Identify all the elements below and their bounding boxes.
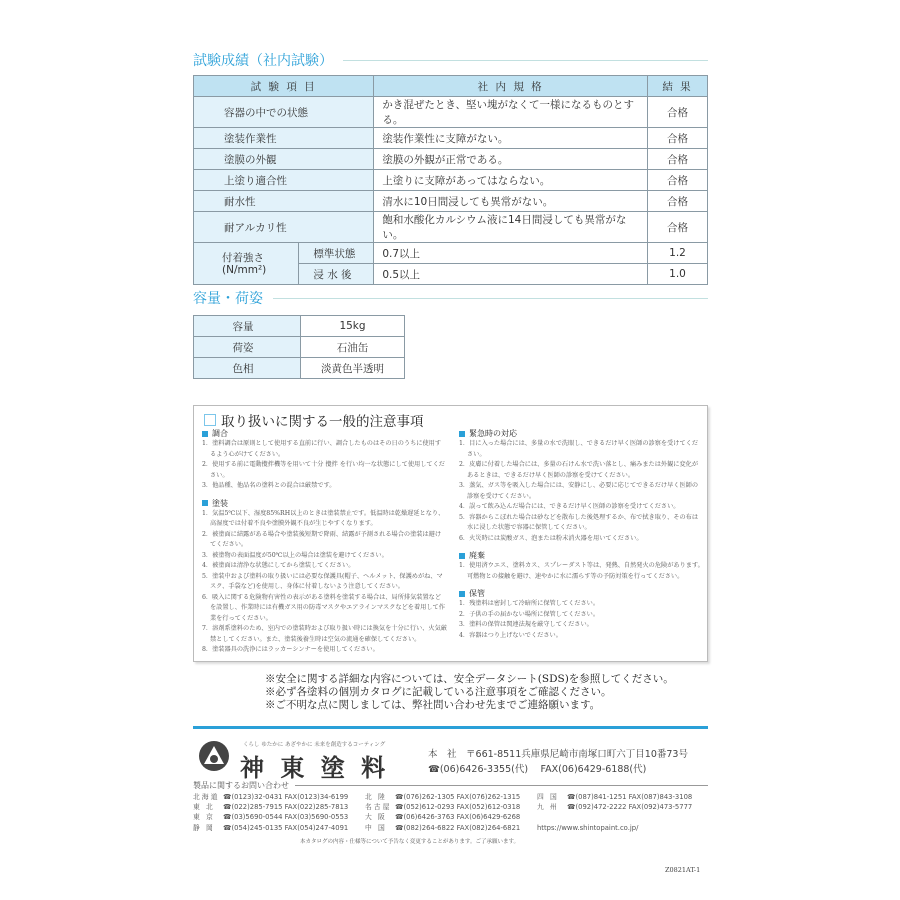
spec: 塗膜の外観が正常である。 bbox=[374, 149, 648, 170]
table-row bbox=[194, 212, 708, 243]
note-item: 1．使用済ウエス、塗料カス、スプレーダスト等は、発熱、自然発火の危険があります。可燃物との接触を避け、速やかに水に濡らす等の予防対策を行ってください。 bbox=[459, 562, 704, 580]
hq-address: 〒661-8511兵庫県尼崎市南塚口町六丁目10番73号 bbox=[466, 749, 688, 760]
item: 付着強さ bbox=[222, 251, 264, 264]
group-title: 調合 bbox=[212, 429, 228, 438]
label: 荷姿 bbox=[194, 337, 301, 358]
spec: 上塗りに支障があってはならない。 bbox=[374, 170, 648, 191]
region: 中 国 bbox=[365, 823, 387, 832]
value: 淡黄色半透明 bbox=[301, 358, 405, 379]
contact-entry bbox=[365, 792, 537, 802]
note-item: 6．火災時には炭酸ガス、泡または粉末消火器を用いてください。 bbox=[459, 534, 643, 542]
group-title: 緊急時の対応 bbox=[469, 429, 517, 438]
hq-label: 本 社 bbox=[428, 749, 457, 760]
notes-group-heading bbox=[459, 588, 704, 599]
result: 1.2 bbox=[648, 243, 708, 264]
spec: 0.5以上 bbox=[374, 264, 648, 285]
safety-note: ※ご不明な点に関しましては、弊社問い合わせ先までご連絡願います。 bbox=[265, 699, 601, 711]
square-bullet-icon bbox=[202, 431, 208, 437]
catalog-code: Z0821AT-1 bbox=[665, 866, 701, 874]
contact-entry bbox=[537, 802, 709, 812]
spec: 飽和水酸化カルシウム液に14日間浸しても異常がない。 bbox=[374, 212, 648, 243]
region: 名古屋 bbox=[365, 803, 392, 812]
item: 塗膜の外観 bbox=[194, 149, 374, 170]
safety-note: ※安全に関する詳細な内容については、安全データシート(SDS)を参照してください。 bbox=[265, 673, 674, 685]
note-item: 6．吸入に関する危険物有害性の表示がある塗料を塗装する場合は、局所排気装置などを設置し、作業時には有機ガス用の防毒マスクやエアラインマスクなどを着用して作業を行ってください。 bbox=[202, 593, 445, 622]
notes-group-heading bbox=[202, 428, 447, 439]
section-title: 試験成績（社内試験） bbox=[193, 53, 333, 69]
item: 耐アルカリ性 bbox=[194, 212, 374, 243]
test-results-heading bbox=[193, 50, 708, 70]
spec: 清水に10日間浸しても異常がない。 bbox=[374, 191, 648, 212]
result: 合格 bbox=[648, 97, 708, 128]
region: 静 岡 bbox=[193, 823, 215, 832]
hq-phone: ☎(06)6426-3355(代) FAX(06)6429-6188(代) bbox=[428, 764, 647, 775]
table-row bbox=[194, 97, 708, 128]
notes-title bbox=[204, 410, 424, 430]
capacity-heading bbox=[193, 288, 708, 308]
notes-group bbox=[202, 428, 447, 492]
contacts-row bbox=[193, 812, 709, 822]
sub-item: 標準状態 bbox=[299, 243, 374, 264]
note-item: 2．皮膚に付着した場合には、多量の石けん水で洗い落とし、痛みまたは外観に変化があるときは、できるだけ早く医師の診察を受けてください。 bbox=[459, 461, 699, 479]
notes-group bbox=[459, 588, 704, 641]
contacts-row bbox=[193, 802, 709, 812]
spec: 0.7以上 bbox=[374, 243, 648, 264]
label: 色相 bbox=[194, 358, 301, 379]
notes-group bbox=[459, 428, 704, 544]
note-item: 1．残塗料は密封して冷暗所に保管してください。 bbox=[459, 600, 600, 607]
note-item: 1．目に入った場合には、多量の水で洗眼し、できるだけ早く医師の診察を受けてください。 bbox=[459, 440, 699, 458]
phone-fax: ☎(022)285-7915 FAX(022)285-7813 bbox=[223, 803, 349, 812]
note-item: 5．塗装中および塗料の取り扱いには必要な保護具(帽子、ヘルメット、保護めがね、マスク、手袋など)を使用し、身体に付着しないよう注意してください。 bbox=[202, 572, 443, 590]
header-result: 結 果 bbox=[648, 76, 708, 97]
section-title: 容量・荷姿 bbox=[193, 291, 263, 307]
handling-notes bbox=[193, 405, 708, 662]
note-item: 2．被塗面に結露がある場合や塗装後短期で降雨、結露が予測される場合の塗装は避けてください。 bbox=[202, 530, 442, 548]
table-row bbox=[194, 149, 708, 170]
result: 合格 bbox=[648, 128, 708, 149]
header-item: 試 験 項 目 bbox=[194, 76, 374, 97]
note-item: 3．他品種、他品名の塗料との混合は厳禁です。 bbox=[202, 482, 336, 489]
square-bullet-icon bbox=[459, 553, 465, 559]
phone-fax: ☎(087)841-1251 FAX(087)843-3108 bbox=[567, 793, 693, 801]
region: 東 京 bbox=[193, 813, 215, 822]
result: 合格 bbox=[648, 149, 708, 170]
label: 容量 bbox=[194, 316, 301, 337]
notes-title-text: 取り扱いに関する一般的注意事項 bbox=[221, 414, 424, 430]
contact-entry bbox=[193, 823, 365, 833]
phone-fax: ☎(076)262-1305 FAX(076)262-1315 bbox=[395, 793, 521, 801]
sub-item: 浸 水 後 bbox=[299, 264, 374, 285]
group-title: 保管 bbox=[469, 589, 485, 598]
tagline: くらし ゆたかに あざやかに 未来を創造するコーティング bbox=[243, 742, 386, 748]
region: 東 北 bbox=[193, 803, 215, 812]
phone-fax: ☎(082)264-6822 FAX(082)264-6821 bbox=[395, 823, 521, 832]
phone-fax: ☎(092)472-2222 FAX(092)473-5777 bbox=[567, 803, 693, 812]
region: 大 阪 bbox=[365, 813, 387, 822]
group-title: 塗装 bbox=[212, 498, 228, 508]
item: 上塗り適合性 bbox=[194, 170, 374, 191]
spec: かき混ぜたとき、堅い塊がなくて一様になるものとする。 bbox=[374, 97, 648, 128]
note-item: 1．気温5℃以下、湿度85%RH以上のときは塗装禁止です。低温時は乾燥遅延となり、高湿度では付着不良や塗膜外観不良が生じやすくなります。 bbox=[202, 509, 445, 527]
note-item: 3．塗料の保管は関連法規を厳守してください。 bbox=[459, 621, 593, 628]
table-row bbox=[194, 170, 708, 191]
note-item: 7．溶剤系塗料のため、室内での塗装時および取り扱い時には換気を十分に行い、火気厳禁としてください。また、塗装後養生時は空気の流通を確保してください。 bbox=[202, 625, 447, 643]
table-row bbox=[194, 191, 708, 212]
table-row bbox=[194, 358, 405, 379]
note-item: 2．子供の手の届かない場所に保管してください。 bbox=[459, 610, 600, 618]
unit: (N/mm²) bbox=[222, 263, 267, 276]
item: 塗装作業性 bbox=[194, 128, 374, 149]
square-bullet-icon bbox=[202, 500, 208, 506]
table-row bbox=[194, 337, 405, 358]
phone-fax: ☎(052)612-0293 FAX(052)612-0318 bbox=[395, 803, 521, 812]
notes-group-heading bbox=[459, 428, 704, 439]
contact-entry bbox=[193, 812, 365, 822]
item: 耐水性 bbox=[194, 191, 374, 212]
note-item: 3．被塗物の表面温度が50℃以上の場合は塗装を避けてください。 bbox=[202, 551, 388, 559]
region: 北 陸 bbox=[365, 793, 387, 801]
table-row bbox=[194, 128, 708, 149]
phone-fax: ☎(03)5690-0544 FAX(03)5690-0553 bbox=[223, 813, 349, 822]
contacts-row bbox=[193, 792, 709, 802]
value: 石油缶 bbox=[301, 337, 405, 358]
contact-entry bbox=[365, 802, 537, 812]
spec: 塗装作業性に支障がない。 bbox=[374, 128, 648, 149]
divider bbox=[193, 726, 708, 729]
result: 合格 bbox=[648, 170, 708, 191]
region: 九 州 bbox=[537, 803, 559, 812]
contacts-list bbox=[193, 792, 709, 833]
contact-entry bbox=[193, 802, 365, 812]
region: 四 国 bbox=[537, 793, 559, 801]
region: 北海道 bbox=[193, 793, 220, 801]
result: 1.0 bbox=[648, 264, 708, 285]
header-spec: 社 内 規 格 bbox=[374, 76, 648, 97]
note-item: 4．容器はつり上げないでください。 bbox=[459, 631, 562, 639]
square-bullet-icon bbox=[459, 591, 465, 597]
company-name: 神 東 塗 料 bbox=[240, 754, 390, 782]
checkbox-icon bbox=[204, 414, 216, 426]
note-item: 4．被塗面は清浄な状態にしてから塗装してください。 bbox=[202, 562, 355, 569]
contact-entry bbox=[537, 823, 709, 833]
note-item: 8．塗装器具の洗浄にはラッカーシンナーを使用してください。 bbox=[202, 646, 379, 653]
result: 合格 bbox=[648, 191, 708, 212]
contact-entry bbox=[365, 823, 537, 833]
phone-fax: ☎(0123)32-0431 FAX(0123)34-6199 bbox=[223, 793, 349, 801]
square-bullet-icon bbox=[459, 431, 465, 437]
safety-note: ※必ず各塗料の個別カタログに記載している注意事項をご確認ください。 bbox=[265, 686, 612, 698]
notes-group-heading bbox=[459, 550, 704, 561]
company-logo-icon bbox=[198, 740, 230, 772]
note-item: 1．塗料調合は原則として使用する直前に行い、調合したものはその日のうちに使用するよう心がけてください。 bbox=[202, 440, 442, 458]
notes-group bbox=[459, 550, 704, 582]
notes-group-heading bbox=[202, 498, 447, 509]
group-title: 廃棄 bbox=[469, 551, 485, 560]
note-item: 5．容器からこぼれた場合は砂などを散布した後処理するか、布で拭き取り、その布は水に浸した状態で容器に保管してください。 bbox=[459, 513, 699, 531]
note-item: 2．使用する前に電動攪拌機等を用いて十分 攪拌 を行い均一な状態にして使用してください。 bbox=[202, 461, 445, 479]
contact-entry bbox=[365, 812, 537, 822]
table-row bbox=[194, 243, 708, 264]
test-results-table bbox=[193, 75, 708, 285]
phone-fax: ☎(054)245-0135 FAX(054)247-4091 bbox=[223, 823, 349, 832]
value: 15kg bbox=[301, 316, 405, 337]
capacity-table bbox=[193, 315, 405, 379]
item: 容器の中での状態 bbox=[194, 97, 374, 128]
website-link[interactable]: https://www.shintopaint.co.jp/ bbox=[537, 823, 639, 832]
note-item: 4．誤って飲み込んだ場合には、できるだけ早く医師の診察を受けてください。 bbox=[459, 503, 680, 510]
notes-group bbox=[202, 498, 447, 656]
disclaimer: 本カタログの内容・仕様等について予告なく変更することがあります。ご了承願います。 bbox=[300, 839, 520, 845]
contacts-row bbox=[193, 823, 709, 833]
contact-entry bbox=[193, 792, 365, 802]
result: 合格 bbox=[648, 212, 708, 243]
note-item: 3．蒸気、ガス等を吸入した場合には、安静にし、必要に応じてできるだけ早く医師の診察を受けてください。 bbox=[459, 482, 699, 500]
phone-fax: ☎(06)6426-3763 FAX(06)6429-6268 bbox=[395, 813, 521, 822]
contacts-title: 製品に関するお問い合わせ bbox=[193, 781, 289, 790]
table-row bbox=[194, 316, 405, 337]
contact-entry bbox=[537, 792, 709, 802]
safety-notes bbox=[265, 673, 674, 712]
